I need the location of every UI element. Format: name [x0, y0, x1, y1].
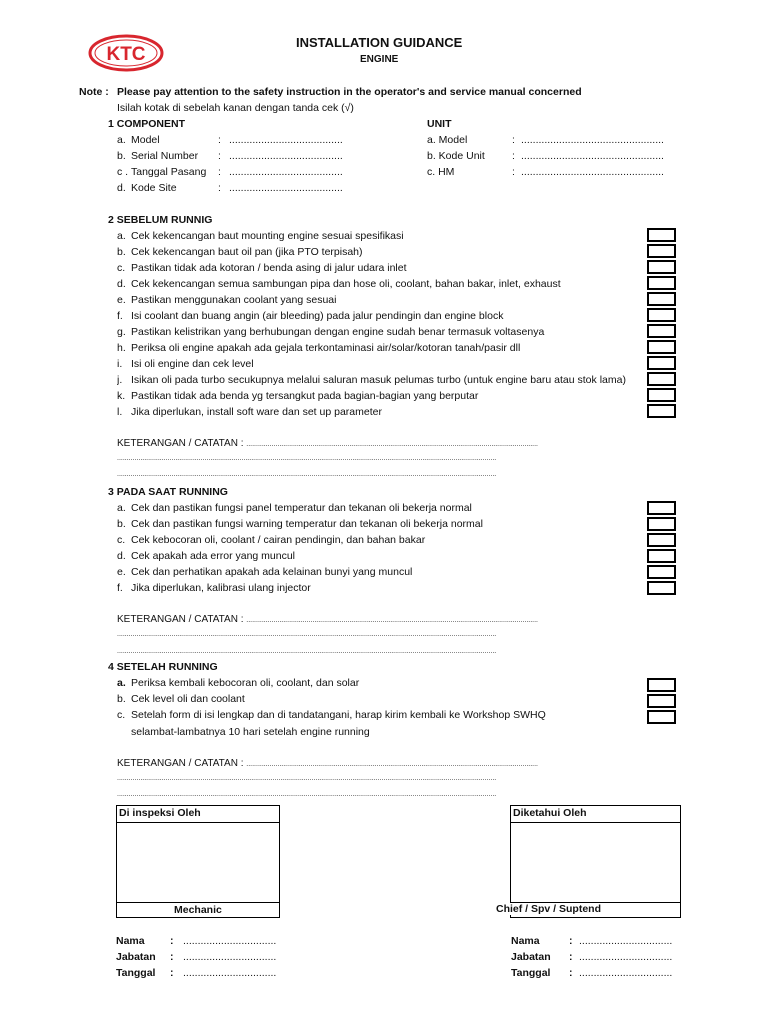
tanggal-input[interactable]: ................................: [579, 967, 673, 979]
item-prefix: g.: [117, 326, 126, 338]
item-prefix: d.: [117, 550, 126, 562]
unit-heading: UNIT: [427, 118, 452, 130]
notes-label: KETERANGAN / CATATAN :: [117, 438, 244, 449]
field-sep: :: [170, 935, 174, 947]
field-label: Nama: [511, 935, 540, 947]
hm-input[interactable]: .................................................: [521, 166, 664, 178]
nama-input[interactable]: ................................: [183, 935, 277, 947]
notes-line[interactable]: ...................................................................................................................................................................................................: [117, 455, 497, 462]
item-text: Setelah form di isi lengkap dan di tandatangani, harap kirim kembali ke Workshop SWHQ: [131, 709, 546, 721]
field-label: Tanggal Pasang: [131, 166, 207, 178]
item-text: Cek kekencangan baut mounting engine sesuai spesifikasi: [131, 230, 404, 242]
notes-field[interactable]: [117, 758, 538, 769]
item-prefix: l.: [117, 406, 123, 418]
field-label: b. Kode Unit: [427, 150, 485, 162]
footer-right-jabatan: [511, 951, 673, 963]
item-text: Periksa kembali kebocoran oli, coolant, dan solar: [131, 677, 360, 689]
checklist-item: [117, 294, 337, 306]
divider: [117, 902, 279, 903]
checklist-item: [117, 310, 504, 322]
item-text: Cek dan pastikan fungsi panel temperatur dan tekanan oli bekerja normal: [131, 502, 472, 514]
item-prefix: f.: [117, 582, 123, 594]
tanggal-input[interactable]: ................................: [183, 967, 277, 979]
item-text: Pastikan menggunakan coolant yang sesuai: [131, 294, 337, 306]
checkbox[interactable]: [647, 340, 676, 354]
component-field-kode-site: [117, 182, 343, 194]
field-label: Model: [131, 134, 160, 146]
item-prefix: h.: [117, 342, 126, 354]
checkbox[interactable]: [647, 533, 676, 547]
footer-right-tanggal: [511, 967, 673, 979]
field-prefix: c .: [117, 166, 129, 178]
checklist-item: [117, 582, 311, 594]
item-prefix: c.: [117, 534, 126, 546]
item-text: Pastikan kelistrikan yang berhubungan dengan engine sudah benar termasuk voltasenya: [131, 326, 545, 338]
tanggal-pasang-input[interactable]: .......................................: [229, 166, 343, 178]
item-prefix: c.: [117, 709, 126, 721]
approver-signature-box[interactable]: [510, 805, 681, 918]
checklist-item: [117, 550, 296, 562]
item-prefix: f.: [117, 310, 123, 322]
component-field-serial: [117, 150, 343, 162]
footer-left-jabatan: [116, 951, 277, 963]
checkbox[interactable]: [647, 388, 676, 402]
checklist-item: [117, 406, 382, 418]
field-sep: :: [218, 182, 221, 194]
notes-label: KETERANGAN / CATATAN :: [117, 758, 244, 769]
inspector-role: Mechanic: [174, 904, 222, 916]
checkbox[interactable]: [647, 228, 676, 242]
checkbox[interactable]: [647, 324, 676, 338]
checklist-item: [117, 518, 483, 530]
checklist-item: [117, 246, 363, 258]
field-label: a. Model: [427, 134, 468, 146]
ktc-logo: [88, 34, 164, 72]
notes-field[interactable]: [117, 614, 538, 625]
item-text: Cek kekencangan baut oil pan (jika PTO terpisah): [131, 246, 363, 258]
item-text: Cek apakah ada error yang muncul: [131, 550, 296, 562]
approver-role: Chief / Spv / Suptend: [496, 903, 602, 915]
logo-text: KTC: [106, 44, 146, 65]
page-title: INSTALLATION GUIDANCE: [296, 35, 463, 50]
checklist-item: [117, 693, 245, 705]
checklist-item: [117, 709, 546, 721]
field-sep: :: [170, 967, 174, 979]
item-prefix: e.: [117, 566, 126, 578]
item-text: Jika diperlukan, kalibrasi ulang injector: [131, 582, 311, 594]
checkbox[interactable]: [647, 404, 676, 418]
checklist-item: [117, 262, 407, 274]
item-text: Cek dan perhatikan apakah ada kelainan bunyi yang muncul: [131, 566, 413, 578]
unit-model-input[interactable]: .................................................: [521, 134, 664, 146]
checklist-item: [117, 390, 479, 402]
field-sep: :: [569, 967, 573, 979]
item-prefix: c.: [117, 262, 126, 274]
item-prefix: a.: [117, 502, 126, 514]
checklist-item: [117, 278, 561, 290]
checkbox[interactable]: [647, 308, 676, 322]
checkbox[interactable]: [647, 694, 676, 708]
model-input[interactable]: .......................................: [229, 134, 343, 146]
field-prefix: a.: [117, 134, 126, 146]
field-prefix: d.: [117, 182, 126, 194]
checklist-item: [117, 566, 413, 578]
item-prefix: b.: [117, 246, 126, 258]
checkbox[interactable]: [647, 276, 676, 290]
field-label: Tanggal: [511, 967, 551, 979]
component-field-tanggal: [117, 166, 343, 178]
checkbox[interactable]: [647, 244, 676, 258]
note-label: Note :: [79, 86, 109, 98]
saat-heading: 3 PADA SAAT RUNNING: [108, 486, 228, 498]
checklist-item-continuation: selambat-lambatnya 10 hari setelah engine running: [131, 726, 370, 738]
item-prefix: a.: [117, 677, 126, 689]
note-instruction: Isilah kotak di sebelah kanan dengan tanda cek (√): [117, 102, 354, 114]
setelah-heading: 4 SETELAH RUNNING: [108, 661, 218, 673]
field-label: Tanggal: [116, 967, 156, 979]
serial-number-input[interactable]: .......................................: [229, 150, 343, 162]
unit-field-hm: [427, 166, 664, 178]
footer-left-tanggal: [116, 967, 277, 979]
checklist-item: [117, 677, 360, 689]
field-sep: :: [569, 951, 573, 963]
checkbox[interactable]: [647, 501, 676, 515]
footer-right-nama: [511, 935, 673, 947]
item-text: Cek kekencangan semua sambungan pipa dan hose oli, coolant, bahan bakar, inlet, exhaust: [131, 278, 561, 290]
checkbox[interactable]: [647, 356, 676, 370]
item-text: Periksa oli engine apakah ada gejala terkontaminasi air/solar/kotoran tanah/pasir dll: [131, 342, 521, 354]
item-prefix: k.: [117, 390, 126, 402]
unit-field-kode-unit: [427, 150, 664, 162]
notes-field[interactable]: [117, 438, 538, 449]
checkbox[interactable]: [647, 260, 676, 274]
field-sep: :: [218, 134, 221, 146]
item-text: Isikan oli pada turbo secukupnya melalui saluran masuk pelumas turbo (untuk engine baru atau stok lama): [131, 374, 626, 386]
field-sep: :: [512, 166, 515, 178]
inspector-signature-box[interactable]: [116, 805, 280, 918]
jabatan-input[interactable]: ................................: [183, 951, 277, 963]
item-prefix: i.: [117, 358, 123, 370]
checklist-item: [117, 374, 646, 386]
inspector-signature-title: Di inspeksi Oleh: [119, 807, 201, 819]
field-sep: :: [512, 134, 515, 146]
component-field-model: [117, 134, 343, 146]
notes-line: ......................................................................................................................................................: [246, 761, 539, 768]
item-text: Cek level oli dan coolant: [131, 693, 245, 705]
field-sep: :: [170, 951, 174, 963]
field-label: Jabatan: [116, 951, 156, 963]
nama-input[interactable]: ................................: [579, 935, 673, 947]
unit-field-model: [427, 134, 664, 146]
field-prefix: b.: [117, 150, 126, 162]
checkbox[interactable]: [647, 517, 676, 531]
checklist-item: [117, 534, 426, 546]
notes-line[interactable]: ...................................................................................................................................................................................................: [117, 631, 497, 638]
item-text: Pastikan tidak ada benda yg tersangkut pada bagian-bagian yang berputar: [131, 390, 479, 402]
footer-left-nama: [116, 935, 277, 947]
checklist-item: [117, 342, 521, 354]
item-prefix: a.: [117, 230, 126, 242]
item-text: Pastikan tidak ada kotoran / benda asing di jalur udara inlet: [131, 262, 407, 274]
notes-line: ......................................................................................................................................................: [246, 617, 539, 624]
checkbox[interactable]: [647, 678, 676, 692]
notes-line[interactable]: ...................................................................................................................................................................................................: [117, 791, 497, 798]
checklist-item: [117, 230, 404, 242]
checkbox[interactable]: [647, 549, 676, 563]
field-sep: :: [218, 166, 221, 178]
item-prefix: d.: [117, 278, 126, 290]
field-label: Serial Number: [131, 150, 199, 162]
field-sep: :: [569, 935, 573, 947]
notes-label: KETERANGAN / CATATAN :: [117, 614, 244, 625]
notes-line[interactable]: ...................................................................................................................................................................................................: [117, 648, 497, 655]
notes-line[interactable]: ...................................................................................................................................................................................................: [117, 471, 497, 478]
field-label: c. HM: [427, 166, 455, 178]
item-prefix: e.: [117, 294, 126, 306]
field-label: Jabatan: [511, 951, 551, 963]
kode-site-input[interactable]: .......................................: [229, 182, 343, 194]
checklist-item: [117, 358, 254, 370]
checkbox[interactable]: [647, 581, 676, 595]
field-sep: :: [218, 150, 221, 162]
checkbox[interactable]: [647, 565, 676, 579]
field-label: Kode Site: [131, 182, 177, 194]
checkbox[interactable]: [647, 710, 676, 724]
field-label: Nama: [116, 935, 145, 947]
item-text: Cek dan pastikan fungsi warning temperatur dan tekanan oli bekerja normal: [131, 518, 483, 530]
item-text: Cek kebocoran oli, coolant / cairan pendingin, dan bahan bakar: [131, 534, 426, 546]
component-heading: 1 COMPONENT: [108, 118, 186, 130]
checklist-item: [117, 502, 472, 514]
notes-line[interactable]: ...................................................................................................................................................................................................: [117, 775, 497, 782]
page-subtitle: ENGINE: [360, 54, 399, 65]
notes-line: ......................................................................................................................................................: [246, 441, 539, 448]
item-prefix: b.: [117, 693, 126, 705]
checklist-item: [117, 326, 545, 338]
item-text: Isi oli engine dan cek level: [131, 358, 254, 370]
item-text: Jika diperlukan, install soft ware dan set up parameter: [131, 406, 382, 418]
note-text: Please pay attention to the safety instruction in the operator's and service manual concerned: [117, 86, 582, 98]
item-prefix: b.: [117, 518, 126, 530]
jabatan-input[interactable]: ................................: [579, 951, 673, 963]
checkbox[interactable]: [647, 372, 676, 386]
field-sep: :: [512, 150, 515, 162]
approver-signature-title: Diketahui Oleh: [513, 807, 587, 819]
item-prefix: j.: [117, 374, 123, 386]
divider: [117, 822, 279, 823]
divider: [511, 822, 680, 823]
checkbox[interactable]: [647, 292, 676, 306]
item-text: Isi coolant dan buang angin (air bleeding) pada jalur pendingin dan engine block: [131, 310, 504, 322]
kode-unit-input[interactable]: .................................................: [521, 150, 664, 162]
sebelum-heading: 2 SEBELUM RUNNIG: [108, 214, 213, 226]
